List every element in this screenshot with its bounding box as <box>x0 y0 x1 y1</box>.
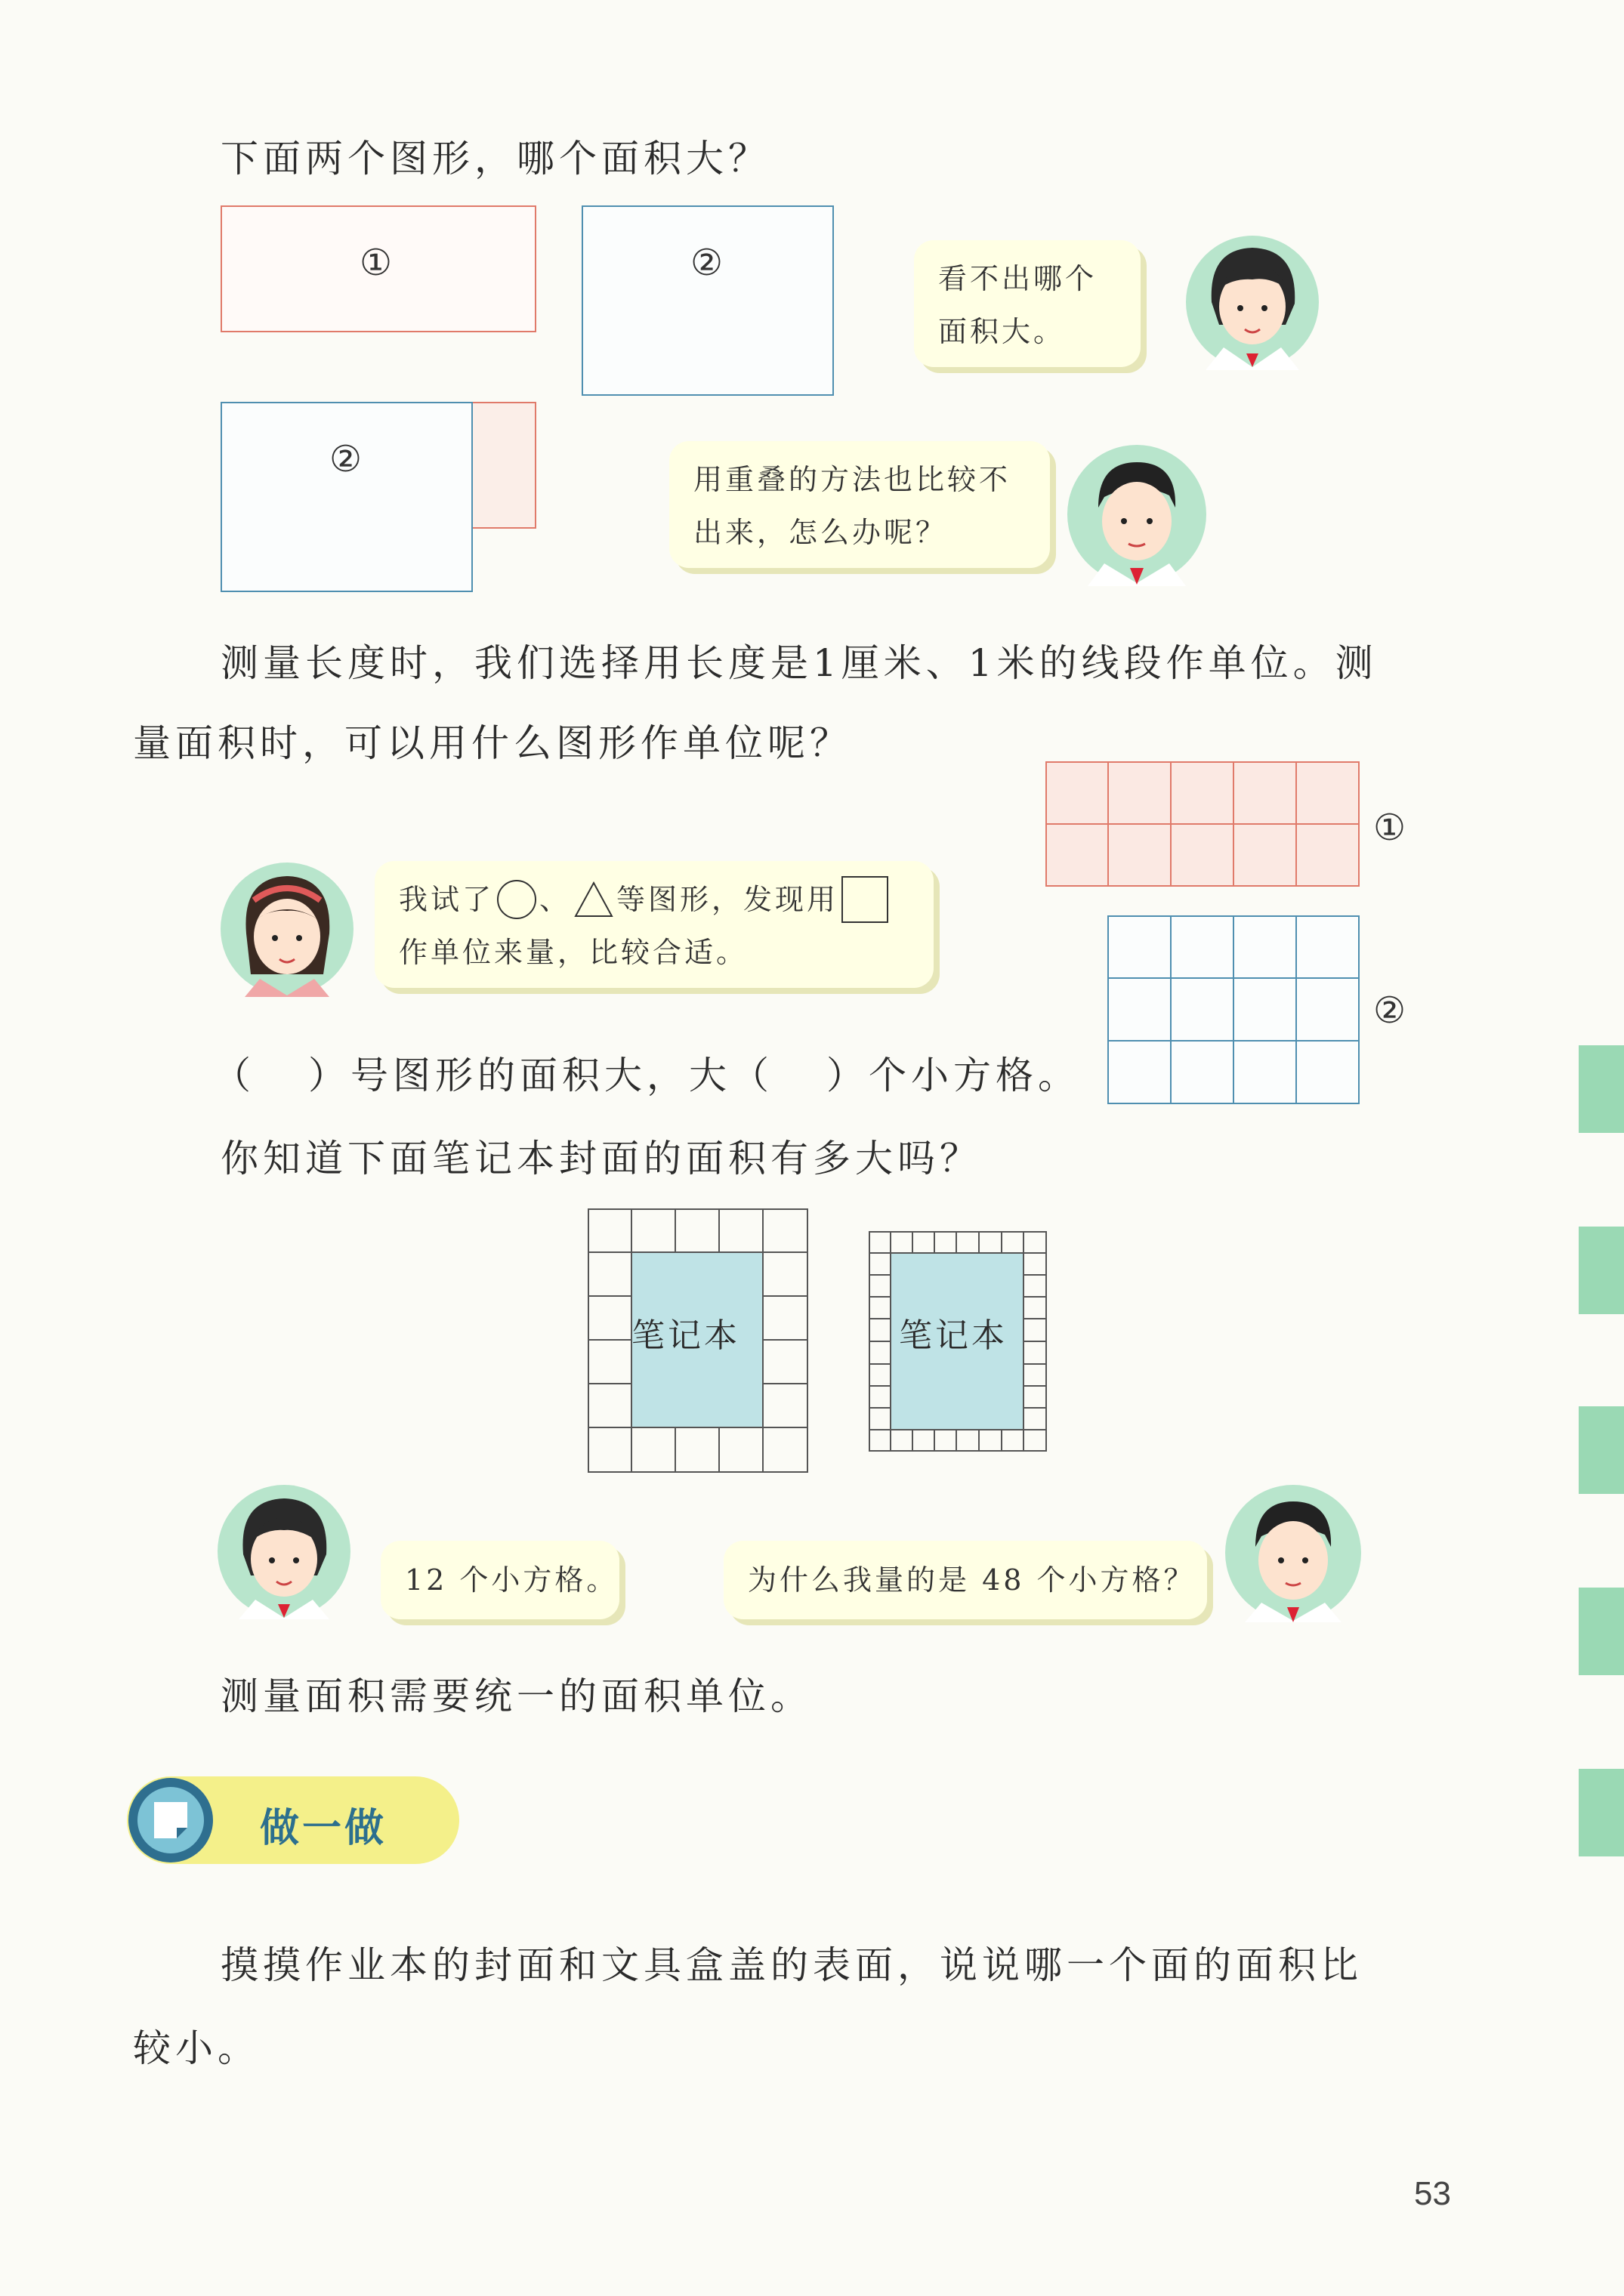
girl-avatar-icon <box>219 861 355 997</box>
practice-line-1: 摸摸作业本的封面和文具盒盖的表面，说说哪一个面的面积比 <box>221 1943 1363 1987</box>
grid-shape-1 <box>1045 761 1360 887</box>
girl-avatar-icon <box>1186 234 1319 370</box>
question-2: 你知道下面笔记本封面的面积有多大吗？ <box>221 1137 982 1180</box>
bubble-line <box>399 873 909 926</box>
paragraph-1-line-1: 测量长度时，我们选择用长度是1厘米、1米的线段作单位。测 <box>221 641 1378 685</box>
boy-avatar-icon <box>1224 1483 1363 1622</box>
bubble-text: 等图形，发现用 <box>616 883 839 916</box>
fill-blank-end: ）个小方格。 <box>826 1054 1080 1097</box>
bubble-line: 看不出哪个 <box>938 262 1098 295</box>
paragraph-1-line-2: 量面积时，可以用什么图形作单位呢？ <box>133 721 852 765</box>
side-tab <box>1579 1769 1624 1856</box>
grid-shape-2 <box>1107 915 1360 1104</box>
notebook-label-2: 笔记本 <box>899 1316 1008 1355</box>
question-1: 下面两个图形，哪个面积大？ <box>221 137 770 181</box>
practice-header <box>127 1776 459 1864</box>
triangle-shape-icon <box>574 881 613 918</box>
bubble-text: 、 <box>539 883 572 916</box>
fill-blank-middle: ）号图形的面积大，大（ <box>308 1054 773 1097</box>
square-shape-icon <box>841 876 888 923</box>
bubble-line: 用重叠的方法也比较不 <box>693 463 1011 496</box>
fill-blank-open: （ <box>213 1054 255 1097</box>
bubble-text: 我试了 <box>399 883 495 916</box>
speech-bubble-boy-1 <box>669 441 1050 568</box>
boy-avatar-icon <box>1065 443 1209 586</box>
shape-2 <box>582 205 834 396</box>
bubble-line: 面积大。 <box>938 315 1066 348</box>
girl-avatar-icon <box>216 1483 352 1619</box>
grid-shape-2-label: ② <box>1373 989 1406 1032</box>
practice-icon <box>127 1776 215 1864</box>
fill-blank-line <box>213 1045 1080 1100</box>
speech-bubble-girl-3: 12 个小方格。 <box>381 1541 619 1619</box>
practice-line-2: 较小。 <box>133 2026 260 2070</box>
overlap-shape-2-label: ② <box>329 438 363 480</box>
speech-bubble-girl-2 <box>375 861 934 988</box>
practice-title: 做一做 <box>260 1805 387 1851</box>
shape-2-label: ② <box>690 242 724 284</box>
circle-shape-icon <box>497 880 536 919</box>
speech-bubble-boy-2: 为什么我量的是 48 个小方格？ <box>724 1541 1207 1619</box>
conclusion: 测量面积需要统一的面积单位。 <box>221 1674 813 1718</box>
bubble-line: 出来，怎么办呢？ <box>693 516 948 549</box>
side-tab <box>1579 1045 1624 1133</box>
shape-1-label: ① <box>360 242 393 284</box>
grid-shape-1-label: ① <box>1373 807 1406 849</box>
shape-1 <box>221 205 536 332</box>
bubble-line: 作单位来量，比较合适。 <box>399 936 749 969</box>
side-tab <box>1579 1406 1624 1494</box>
notebook-label-1: 笔记本 <box>631 1316 740 1355</box>
page-number: 53 <box>1414 2175 1451 2212</box>
side-tab <box>1579 1227 1624 1314</box>
speech-bubble-girl-1 <box>914 240 1141 367</box>
overlap-shape-2 <box>221 402 473 592</box>
side-tab <box>1579 1588 1624 1675</box>
